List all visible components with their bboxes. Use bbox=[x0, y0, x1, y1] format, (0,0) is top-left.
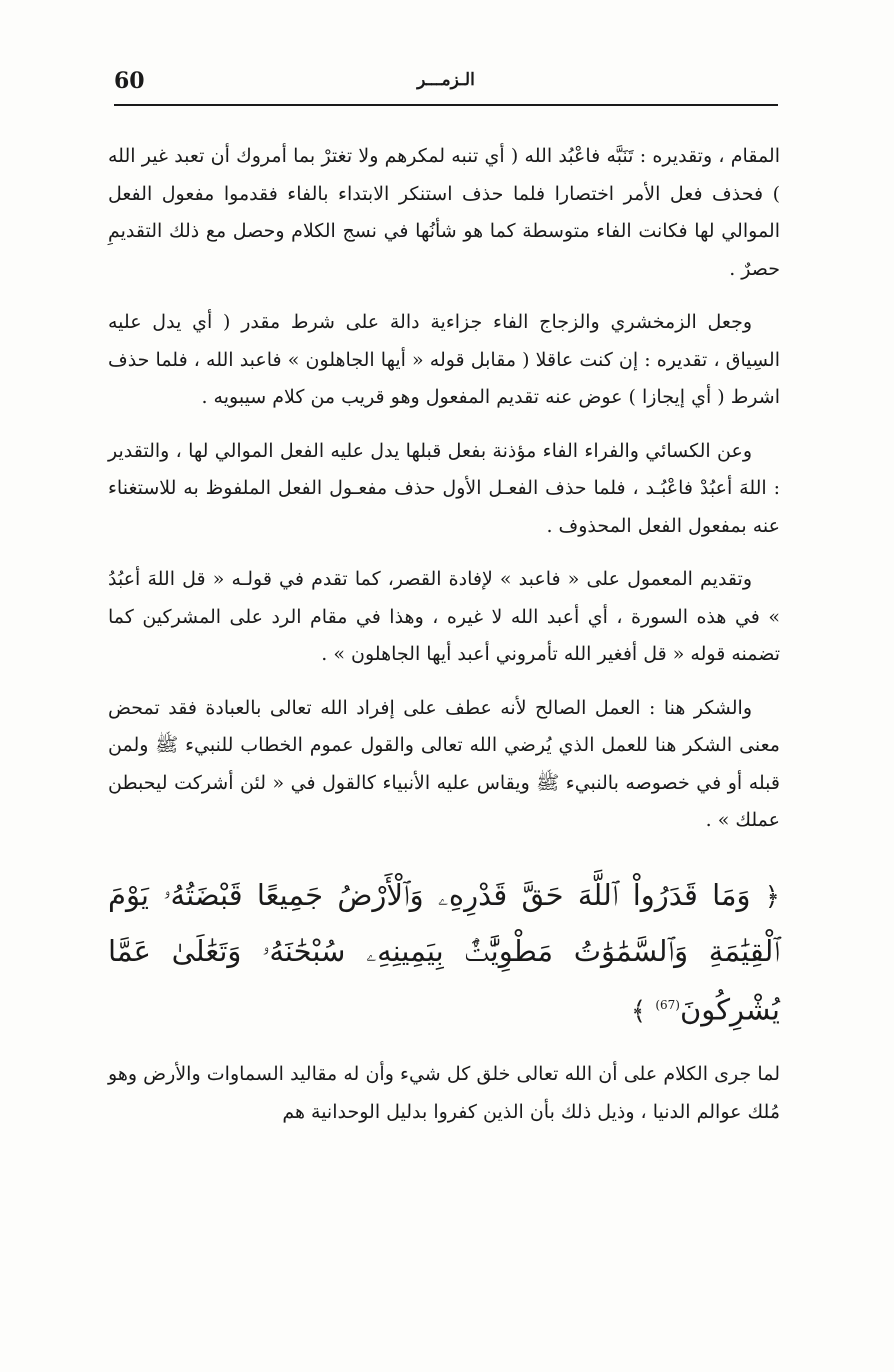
page-header bbox=[114, 60, 778, 106]
verse-text: وَمَا قَدَرُواْ ٱللَّهَ حَقَّ قَدْرِهِۦ وَٱلْأَرْضُ جَمِيعًا قَبْضَتُهُۥ يَوْمَ ٱلْقِيَٰمَةِ وَٱلسَّمَٰوَٰتُ مَطْوِيَّٰتٌۢ بِيَمِينِهِۦ سُبْحَٰنَهُۥ وَتَعَٰلَىٰ عَمَّا يُشْرِكُونَ bbox=[108, 877, 780, 1027]
ayah-number: (67) bbox=[655, 997, 680, 1012]
page-number: 60 bbox=[114, 68, 145, 94]
paragraph-3: وعن الكسائي والفراء الفاء مؤذنة بفعل قبلها يدل عليه الفعل الموالي لها ، والتقدير : اللهَ أعبُدْ فاعْبُـد ، فلما حذف الفعـل الأول حذف مفعـول الفعل الملفوظ به للاستغناء عنه بمفعول الفعل المحذوف . bbox=[108, 439, 780, 537]
paragraph-1: المقام ، وتقديره : تَنَبَّه فاعْبُد الله ( أي تنبه لمكرهم ولا تغترْ بما أمروك أن تعبد غير الله ) فحذف فعل الأمر اختصارا فلما حذف استنكر الابتداء بالفاء فقدموا مفعول الفعل الموالي لها فكانت الفاء متوسطة كما هو شأنُها في نسج الكلام وحصل مع ذلك التقديمِ حصرٌ . bbox=[108, 145, 780, 280]
verse-open-ornament: ﴿ bbox=[764, 881, 780, 912]
running-title: الـزمـــر bbox=[417, 70, 475, 90]
paragraph-5: والشكر هنا : العمل الصالح لأنه عطف على إفراد الله تعالى بالعبادة فقد تمحض معنى الشكر هنا للعمل الذي يُرضي الله تعالى والقول عموم الخطاب للنبيء ﷺ ولمن قبله أو في خصوصه بالنبيء ﷺ ويقاس عليه الأنبياء كالقول في « لئن أشركت ليحبطن عملك » . bbox=[108, 696, 780, 831]
verse-close-ornament: ﴾ bbox=[630, 996, 647, 1027]
page-body bbox=[108, 138, 780, 1147]
paragraph-2: وجعل الزمخشري والزجاج الفاء جزاءية دالة على شرط مقدر ( أي يدل عليه السِياق ، تقديره : إن كنت عاقلا ( مقابل قوله « أيها الجاهلون » فاعبد الله ، فلما حذف اشرط ( أي إيجازا ) عوض عنه تقديم المفعول وهو قريب من كلام سيبويه . bbox=[108, 311, 780, 408]
paragraph-4: وتقديم المعمول على « فاعبد » لإفادة القصر، كما تقدم في قولـه « قل اللهَ أعبُدُ » في هذه السورة ، أي أعبد الله لا غيره ، وهذا في مقام الرد على المشركين كما تضمنه قوله « قل أفغير الله تأمروني أعبد أيها الجاهلون » . bbox=[108, 568, 780, 665]
quran-verse bbox=[108, 868, 780, 1039]
paragraph-after-verse: لما جرى الكلام على أن الله تعالى خلق كل شيء وأن له مقاليد السماوات والأرض وهو مُلك عوالم الدنيا ، وذيل ذلك بأن الذين كفروا بدليل الوحدانية هم bbox=[108, 1063, 780, 1123]
